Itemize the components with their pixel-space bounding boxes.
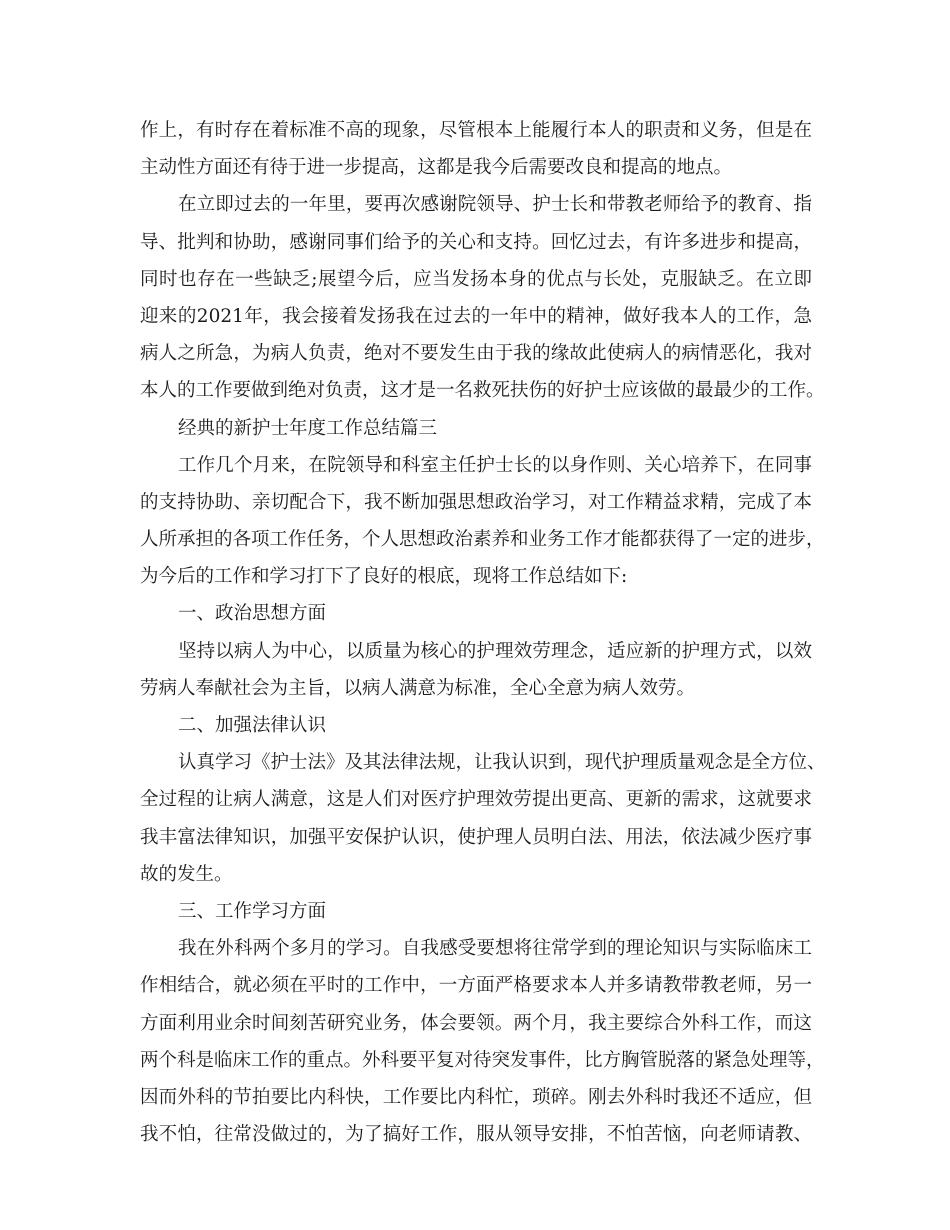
text-line: 故的发生。 xyxy=(140,863,233,885)
text-line: 三、工作学习方面 xyxy=(178,900,327,922)
text-line: 我不怕，往常没做过的，为了搞好工作，服从领导安排，不怕苦恼，向老师请教、 xyxy=(140,1124,812,1146)
text-line: 工作几个月来，在院领导和科室主任护士长的以身作则、关心培养下，在同事 xyxy=(178,454,812,476)
text-line: 全过程的让病人满意，这是人们对医疗护理效劳提出更高、更新的需求，这就要求 xyxy=(140,789,812,811)
text-line: 我在外科两个多月的学习。自我感受要想将往常学到的理论知识与实际临床工 xyxy=(178,938,812,960)
text-line: 主动性方面还有待于进一步提高，这都是我今后需要改良和提高的地点。 xyxy=(140,157,733,179)
text-line: 人所承担的各项工作任务，个人思想政治素养和业务工作才能都获得了一定的进步， xyxy=(140,529,825,551)
document-body xyxy=(140,112,826,1153)
text-line: 二、加强法律认识 xyxy=(178,715,327,736)
text-line: 一、政治思想方面 xyxy=(178,603,327,625)
text-line: 两个科是临床工作的重点。外科要平复对待突发事件，比方胸管脱落的紧急处理等， xyxy=(140,1049,825,1071)
text-line: 在立即过去的一年里，要再次感谢院领导、护士长和带教老师给予的教育、指 xyxy=(178,194,812,216)
text-line: 同时也存在一些缺乏;展望今后，应当发扬本身的优点与长处，克服缺乏。在立即 xyxy=(140,268,812,290)
text-line: 的支持协助、亲切配合下，我不断加强思想政治学习，对工作精益求精，完成了本 xyxy=(140,491,812,513)
text-line: 方面利用业余时间刻苦研究业务，体会要领。两个月，我主要综合外科工作，而这 xyxy=(140,1012,812,1034)
text-line: 病人之所急，为病人负责，绝对不要发生由于我的缘故此使病人的病情恶化，我对 xyxy=(140,343,812,365)
text-line: 作相结合，就必须在平时的工作中，一方面严格要求本人并多请教带教老师，另一 xyxy=(140,975,812,997)
text-line: 经典的新护士年度工作总结篇三 xyxy=(178,417,438,439)
text-line: 导、批判和协助，感谢同事们给予的关心和支持。回忆过去，有许多进步和提高， xyxy=(140,231,812,253)
text-line: 本人的工作要做到绝对负责，这才是一名救死扶伤的好护士应该做的最最少的工作。 xyxy=(140,380,825,402)
text-line: 为今后的工作和学习打下了良好的根底，现将工作总结如下: xyxy=(140,566,628,588)
text-line: 认真学习《护士法》及其法律法规，让我认识到，现代护理质量观念是全方位、 xyxy=(178,752,826,774)
text-line: 作上，有时存在着标准不高的现象，尽管根本上能履行本人的职责和义务，但是在 xyxy=(140,120,812,141)
text-line: 迎来的2021年，我会接着发扬我在过去的一年中的精神，做好我本人的工作，急 xyxy=(140,305,812,327)
text-line: 因而外科的节拍要比内科快，工作要比内科忙，琐碎。刚去外科时我还不适应，但 xyxy=(140,1086,812,1108)
text-line: 坚持以病人为中心，以质量为核心的护理效劳理念，适应新的护理方式，以效 xyxy=(178,640,812,662)
text-line: 劳病人奉献社会为主旨，以病人满意为标准，全心全意为病人效劳。 xyxy=(140,677,696,699)
text-line: 我丰富法律知识，加强平安保护认识，使护理人员明白法、用法，依法减少医疗事 xyxy=(140,826,812,848)
